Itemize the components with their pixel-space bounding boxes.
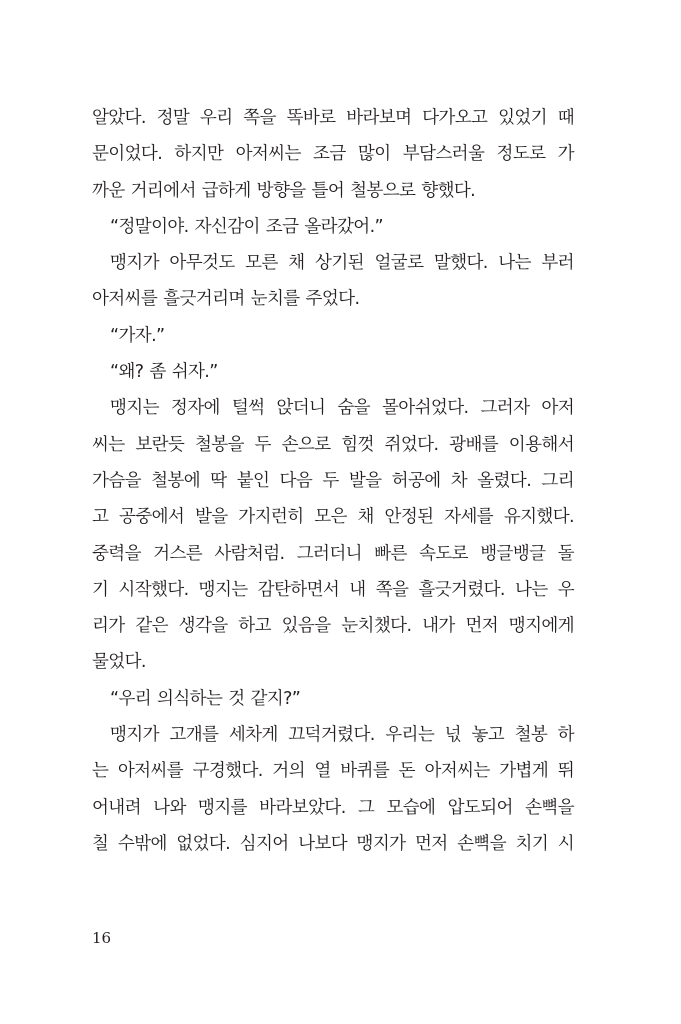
text-line: 알았다. 정말 우리 쪽을 똑바로 바라보며 다가오고 있었기 때 (92, 108, 574, 128)
text-line: 중력을 거스른 사람처럼. 그러더니 빠른 속도로 뱅글뱅글 돌 (92, 543, 574, 564)
text-line: 어내려 나와 맹지를 바라보았다. 그 모습에 압도되어 손뼉을 (92, 797, 574, 818)
text-line: 가슴을 철봉에 딱 붙인 다음 두 발을 허공에 차 올렸다. 그리 (92, 470, 574, 491)
text-line: 기 시작했다. 맹지는 감탄하면서 내 쪽을 흘긋거렸다. 나는 우 (92, 579, 574, 600)
page-number: 16 (92, 929, 112, 947)
text-line: 까운 거리에서 급하게 방향을 틀어 철봉으로 향했다. (92, 180, 476, 201)
text-line: 칠 수밖에 없었다. 심지어 나보다 맹지가 먼저 손뼉을 치기 시 (92, 833, 574, 854)
text-line: 맹지가 아무것도 모른 채 상기된 얼굴로 말했다. 나는 부러 (110, 253, 574, 274)
body-text (92, 100, 574, 862)
dialogue-line: “가자.” (110, 325, 165, 346)
text-line: 는 아저씨를 구경했다. 거의 열 바퀴를 돈 아저씨는 가볍게 뛰 (92, 761, 574, 782)
text-line: 아저씨를 흘긋거리며 눈치를 주었다. (92, 289, 360, 310)
text-line: 문이었다. 하지만 아저씨는 조금 많이 부담스러울 정도로 가 (92, 144, 574, 165)
text-line: 물었다. (92, 652, 146, 673)
dialogue-line: “우리 의식하는 것 같지?” (110, 688, 301, 709)
dialogue-line: “정말이야. 자신감이 조금 올라갔어.” (110, 216, 384, 237)
text-line: 고 공중에서 발을 가지런히 모은 채 안정된 자세를 유지했다. (92, 507, 574, 528)
text-line: 리가 같은 생각을 하고 있음을 눈치챘다. 내가 먼저 맹지에게 (92, 616, 574, 637)
text-line: 씨는 보란듯 철봉을 두 손으로 힘껏 쥐었다. 광배를 이용해서 (92, 434, 574, 455)
text-line: 맹지가 고개를 세차게 끄덕거렸다. 우리는 넋 놓고 철봉 하 (110, 725, 574, 746)
dialogue-line: “왜? 좀 쉬자.” (110, 362, 218, 383)
text-line: 맹지는 정자에 털썩 앉더니 숨을 몰아쉬었다. 그러자 아저 (110, 398, 574, 419)
